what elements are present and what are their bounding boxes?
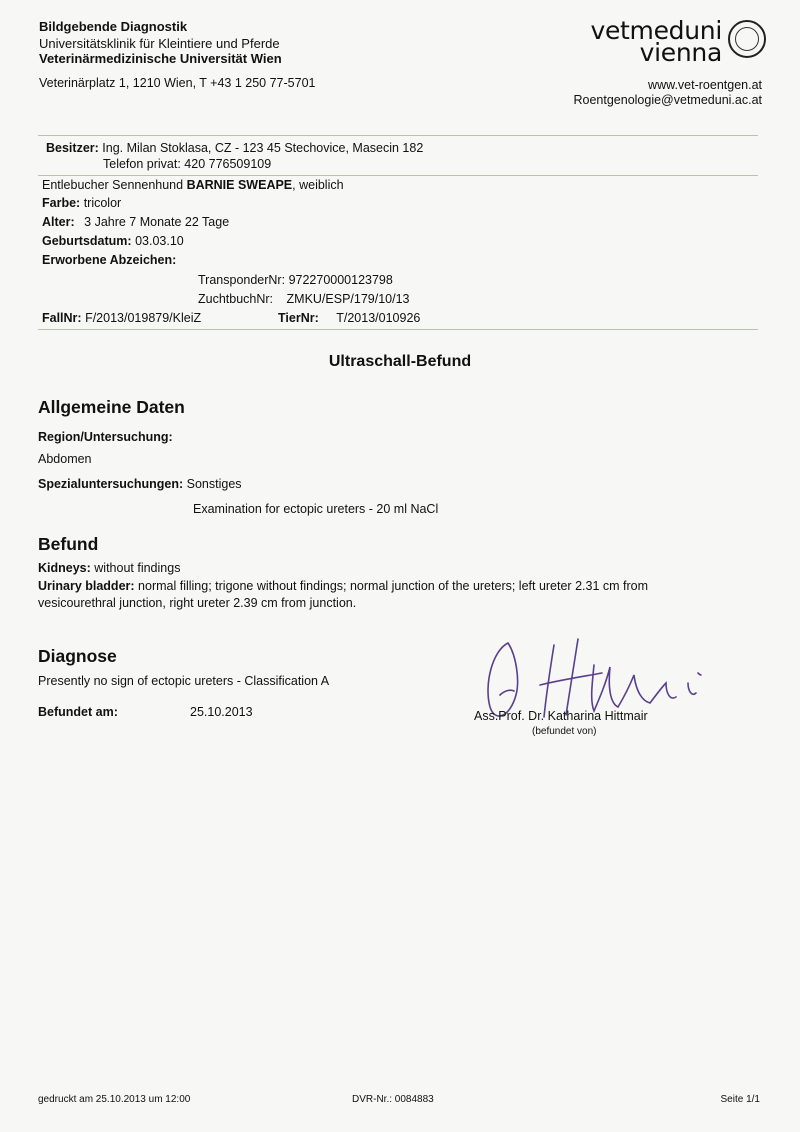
birth-label: Geburtsdatum:	[42, 234, 132, 248]
signer-name: Ass.Prof. Dr. Katharina Hittmair	[474, 709, 648, 723]
logo-line1: vetmeduni	[590, 16, 722, 45]
page-number: Seite 1/1	[720, 1094, 760, 1105]
general-heading: Allgemeine Daten	[38, 397, 185, 417]
kidneys-row	[38, 561, 180, 575]
special-value: Sonstiges	[186, 477, 242, 491]
kidneys-label: Kidneys:	[38, 561, 91, 575]
breed: Entlebucher Sennenhund	[42, 178, 184, 192]
kidneys-value: without findings	[94, 561, 181, 575]
bladder-row-2: vesicourethral junction, right ureter 2.39 cm from junction.	[38, 596, 357, 610]
animal-id-label: TierNr:	[278, 311, 319, 325]
animal-id-row	[278, 311, 420, 325]
divider	[38, 135, 758, 136]
transponder-row	[198, 273, 393, 287]
address: Veterinärplatz 1, 1210 Wien, T +43 1 250 77-5701	[39, 76, 316, 90]
signer-note: (befundet von)	[532, 726, 597, 737]
transponder-label: TransponderNr:	[198, 273, 286, 287]
email: Roentgenologie@vetmeduni.ac.at	[573, 93, 762, 107]
color-value: tricolor	[83, 196, 122, 210]
age-label: Alter:	[42, 215, 75, 229]
age-row	[42, 215, 229, 229]
website: www.vet-roentgen.at	[648, 78, 762, 92]
owner-phone: Telefon privat: 420 776509109	[103, 157, 272, 171]
divider	[38, 329, 758, 330]
animal-row	[42, 178, 344, 192]
bladder-row	[38, 579, 648, 593]
dvr-number: DVR-Nr.: 0084883	[352, 1094, 434, 1105]
special-label: Spezialuntersuchungen:	[38, 477, 184, 491]
university-seal-icon	[728, 20, 766, 58]
special-detail: Examination for ectopic ureters - 20 ml NaCl	[193, 502, 439, 516]
case-value: F/2013/019879/KleiZ	[85, 311, 202, 325]
report-title: Ultraschall-Befund	[328, 353, 472, 370]
color-row	[42, 196, 121, 210]
animal-id-value: T/2013/010926	[336, 311, 421, 325]
color-label: Farbe:	[42, 196, 81, 210]
date-value: 25.10.2013	[190, 705, 253, 719]
special-row	[38, 477, 242, 491]
divider	[38, 175, 758, 176]
findings-heading: Befund	[38, 534, 99, 554]
region-label: Region/Untersuchung:	[38, 430, 173, 444]
logo-wordmark	[590, 16, 722, 67]
age-value: 3 Jahre 7 Monate 22 Tage	[84, 215, 230, 229]
animal-name: BARNIE SWEAPE	[186, 178, 293, 192]
badges-label: Erworbene Abzeichen:	[42, 253, 177, 267]
owner-value: Ing. Milan Stoklasa, CZ - 123 45 Stechovice, Masecin 182	[102, 141, 424, 155]
clinic-name: Universitätsklinik für Kleintiere und Pferde	[39, 36, 280, 51]
birth-value: 03.03.10	[135, 234, 184, 248]
birth-row	[42, 234, 184, 248]
studbook-value: ZMKU/ESP/179/10/13	[286, 292, 410, 306]
studbook-row	[198, 292, 410, 306]
case-row	[42, 311, 201, 325]
bladder-label: Urinary bladder:	[38, 579, 135, 593]
diagnosis-value: Presently no sign of ectopic ureters - Classification A	[38, 674, 330, 688]
transponder-value: 972270000123798	[288, 273, 393, 287]
diagnosis-heading: Diagnose	[38, 646, 117, 666]
logo-line2: vienna	[639, 38, 722, 67]
owner-row	[46, 141, 423, 155]
university-name: Veterinärmedizinische Universität Wien	[39, 51, 282, 66]
printed-date: gedruckt am 25.10.2013 um 12:00	[38, 1094, 191, 1105]
case-label: FallNr:	[42, 311, 82, 325]
dept-title: Bildgebende Diagnostik	[39, 19, 188, 34]
studbook-label: ZuchtbuchNr:	[198, 292, 274, 306]
animal-sex: , weiblich	[292, 178, 344, 192]
region-value: Abdomen	[38, 452, 92, 466]
owner-label: Besitzer:	[46, 141, 99, 155]
bladder-value: normal filling; trigone without findings; normal junction of the ureters; left ureter 2.31 cm from	[138, 579, 649, 593]
date-label: Befundet am:	[38, 705, 118, 719]
